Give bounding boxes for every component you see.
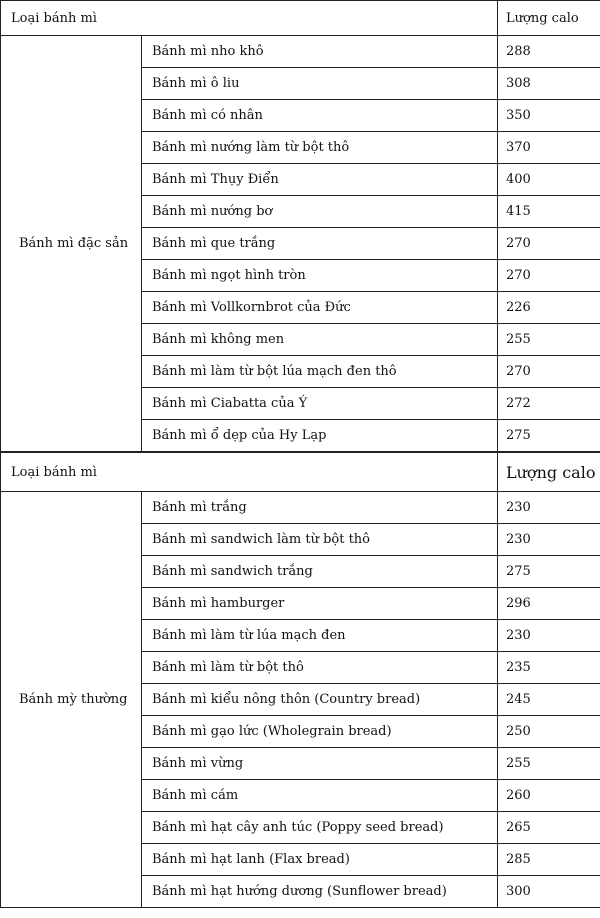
calorie-value-cell: 255: [498, 324, 600, 356]
bread-name-cell: Bánh mì vừng: [142, 748, 498, 780]
calorie-value-cell: 230: [498, 524, 600, 556]
bread-name-cell: Bánh mì hạt lanh (Flax bread): [142, 844, 498, 876]
bread-name-cell: Bánh mì hạt hướng dương (Sunflower bread): [142, 876, 498, 908]
calorie-value-cell: 250: [498, 716, 600, 748]
table-row: [1, 36, 600, 68]
calorie-value-cell: 245: [498, 684, 600, 716]
calorie-value-cell: 275: [498, 556, 600, 588]
calorie-value-cell: 265: [498, 812, 600, 844]
bread-name-cell: Bánh mì sandwich làm từ bột thô: [142, 524, 498, 556]
calorie-value-cell: 230: [498, 492, 600, 524]
calorie-value-cell: 350: [498, 100, 600, 132]
calorie-value-cell: 400: [498, 164, 600, 196]
bread-name-cell: Bánh mì nướng làm từ bột thô: [142, 132, 498, 164]
calorie-value-cell: 275: [498, 420, 600, 452]
bread-name-cell: Bánh mì ô liu: [142, 68, 498, 100]
bread-name-cell: Bánh mì Thụy Điển: [142, 164, 498, 196]
bread-name-cell: Bánh mì que trắng: [142, 228, 498, 260]
table-header: [1, 1, 600, 36]
specialty-bread-table: [0, 0, 600, 452]
bread-name-cell: Bánh mì có nhân: [142, 100, 498, 132]
bread-name-cell: Bánh mì Ciabatta của Ý: [142, 388, 498, 420]
calorie-value-cell: 255: [498, 748, 600, 780]
calorie-value-cell: 270: [498, 356, 600, 388]
calorie-value-cell: 370: [498, 132, 600, 164]
calorie-value-cell: 270: [498, 260, 600, 292]
table-row: [1, 492, 600, 524]
bread-name-cell: Bánh mì không men: [142, 324, 498, 356]
bread-name-cell: Bánh mì hạt cây anh túc (Poppy seed bread): [142, 812, 498, 844]
bread-name-cell: Bánh mì ngọt hình tròn: [142, 260, 498, 292]
calorie-header: Lượng calo: [498, 453, 600, 492]
bread-name-cell: Bánh mì gạo lức (Wholegrain bread): [142, 716, 498, 748]
calorie-value-cell: 296: [498, 588, 600, 620]
calorie-value-cell: 285: [498, 844, 600, 876]
bread-type-header: Loại bánh mì: [1, 1, 498, 36]
bread-name-cell: Bánh mì nướng bơ: [142, 196, 498, 228]
calorie-value-cell: 300: [498, 876, 600, 908]
bread-name-cell: Bánh mì nho khô: [142, 36, 498, 68]
bread-name-cell: Bánh mì làm từ lúa mạch đen: [142, 620, 498, 652]
calorie-value-cell: 415: [498, 196, 600, 228]
table-header: [1, 453, 600, 492]
bread-name-cell: Bánh mì sandwich trắng: [142, 556, 498, 588]
calorie-value-cell: 272: [498, 388, 600, 420]
calorie-value-cell: 235: [498, 652, 600, 684]
regular-bread-table: [0, 452, 600, 908]
calorie-value-cell: 260: [498, 780, 600, 812]
calorie-value-cell: 288: [498, 36, 600, 68]
bread-name-cell: Bánh mì hamburger: [142, 588, 498, 620]
bread-name-cell: Bánh mì ổ dẹp của Hy Lạp: [142, 420, 498, 452]
bread-name-cell: Bánh mì Vollkornbrot của Đức: [142, 292, 498, 324]
calorie-value-cell: 226: [498, 292, 600, 324]
bread-name-cell: Bánh mì kiểu nông thôn (Country bread): [142, 684, 498, 716]
bread-group-label: Bánh mì đặc sản: [1, 36, 142, 452]
bread-group-label: Bánh mỳ thường: [1, 492, 142, 908]
calorie-value-cell: 270: [498, 228, 600, 260]
calorie-value-cell: 230: [498, 620, 600, 652]
bread-name-cell: Bánh mì làm từ bột thô: [142, 652, 498, 684]
bread-name-cell: Bánh mì cám: [142, 780, 498, 812]
bread-type-header: Loại bánh mì: [1, 453, 498, 492]
calorie-header: Lượng calo: [498, 1, 600, 36]
bread-name-cell: Bánh mì trắng: [142, 492, 498, 524]
bread-name-cell: Bánh mì làm từ bột lúa mạch đen thô: [142, 356, 498, 388]
calorie-value-cell: 308: [498, 68, 600, 100]
